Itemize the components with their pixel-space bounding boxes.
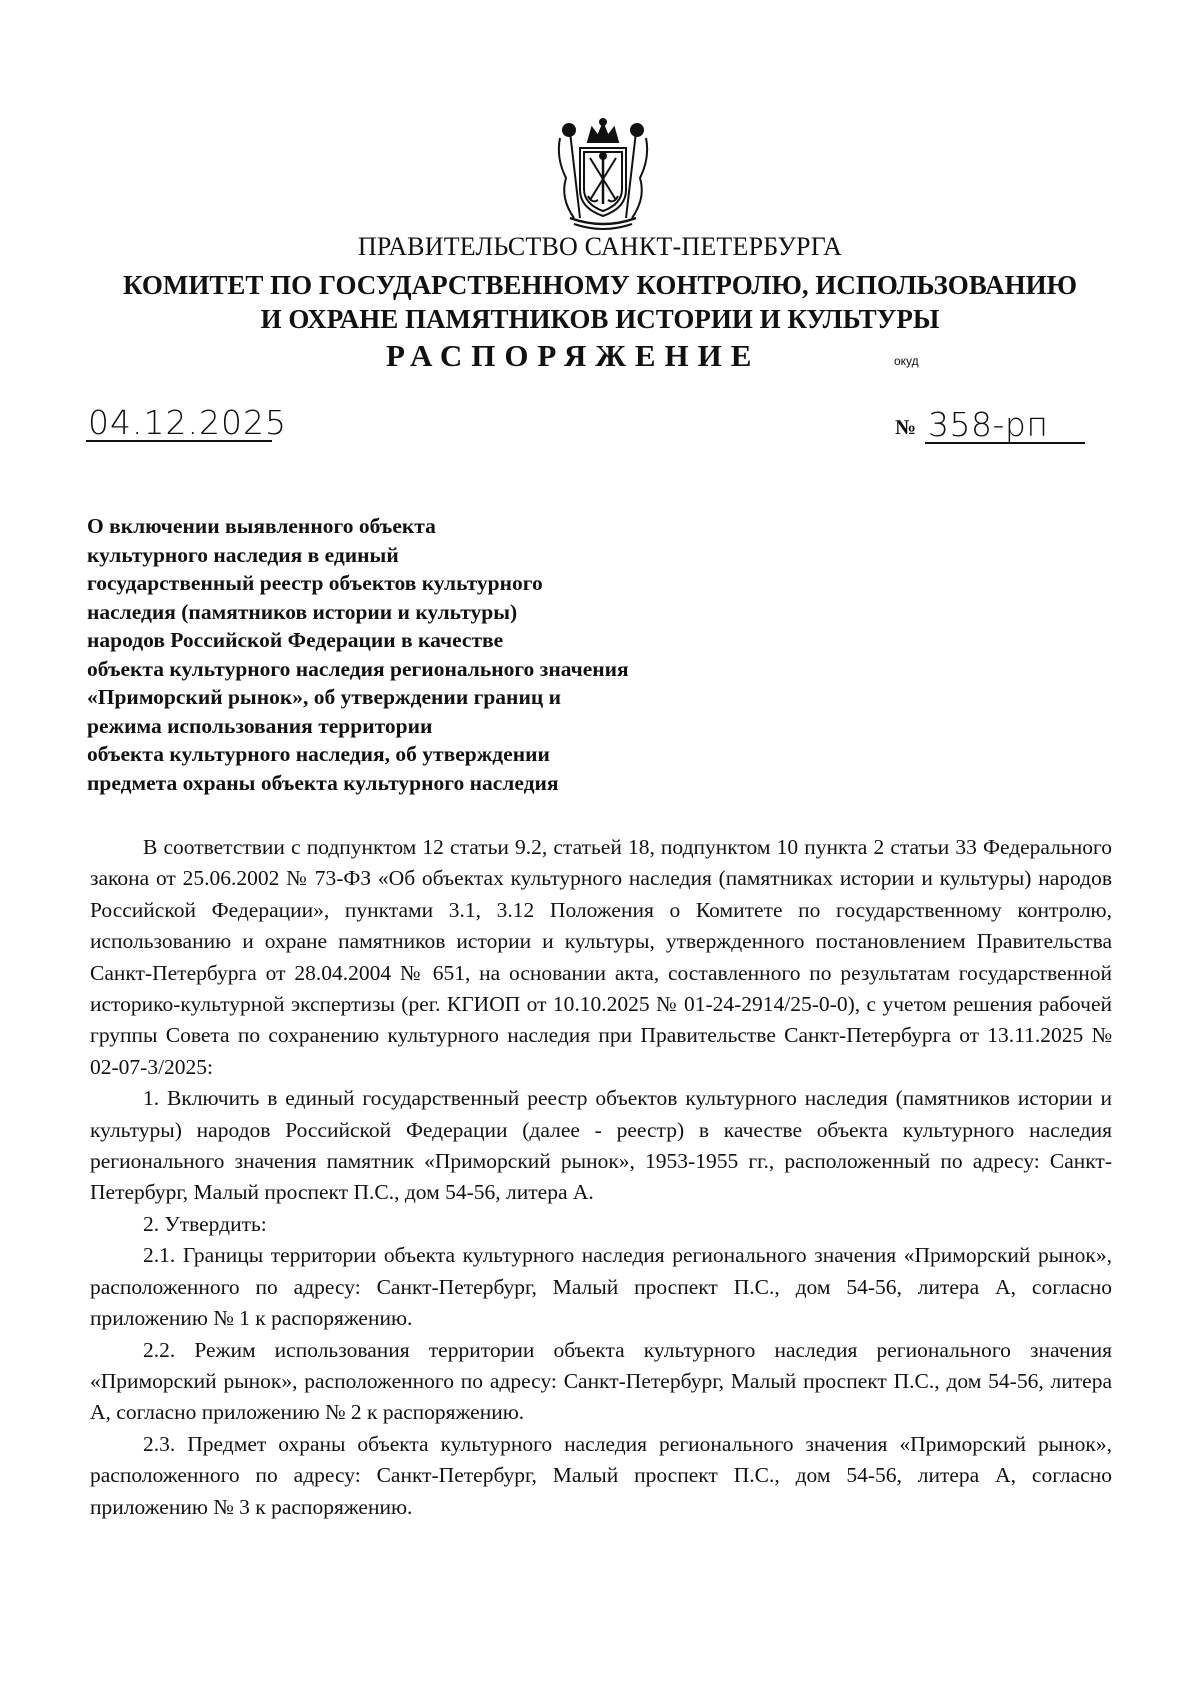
clause-2-paragraph: 2. Утвердить: — [143, 1211, 267, 1236]
clause-1-paragraph: 1. Включить в единый государственный реестр объектов культурного наследия (памятников истории и культуры) народов Российской Федерации (далее - реестр) в качестве объекта культурного наследия регионального значения памятник «Приморский рынок», 1953-1955 гг., расположенный по адресу: Санкт-Петербург, Малый проспект П.С., дом 54-56, литера А. — [90, 1086, 1112, 1205]
subject-line: «Приморский рынок», об утверждении границ и — [87, 685, 561, 709]
subject-line: народов Российской Федерации в качестве — [87, 628, 504, 652]
subject-line: предмета охраны объекта культурного наследия — [87, 770, 559, 795]
document-subject — [87, 512, 747, 797]
subject-line: государственный реестр объектов культурного — [87, 571, 543, 595]
committee-name-line-2: И ОХРАНЕ ПАМЯТНИКОВ ИСТОРИИ И КУЛЬТУРЫ — [260, 304, 940, 334]
number-underline — [925, 442, 1085, 444]
clause-2-1-paragraph: 2.1. Границы территории объекта культурного наследия регионального значения «Приморский рынок», расположенного по адресу: Санкт-Петербург, Малый проспект П.С., дом 54-56, литера А, согласно приложению № 1 к распоряжению. — [90, 1243, 1112, 1331]
subject-line: объекта культурного наследия регионального значения — [87, 656, 629, 681]
number-sign: № — [895, 415, 917, 439]
subject-line: О включении выявленного объекта — [87, 514, 436, 538]
clause-2-3-paragraph: 2.3. Предмет охраны объекта культурного наследия регионального значения «Приморский рынок», расположенного по адресу: Санкт-Петербург, Малый проспект П.С., дом 54-56, литера А, согласно приложению № 3 к распоряжению. — [90, 1431, 1112, 1519]
document-number: 358-рп — [928, 405, 1049, 444]
preamble-paragraph: В соответствии с подпунктом 12 статьи 9.2, статьей 18, подпунктом 10 пункта 2 статьи 33 Федерального закона от 25.06.2002 № 73-ФЗ «Об объектах культурного наследия (памятниках истории и культуры) народов Российской Федерации», пунктами 3.1, 3.12 Положения о Комитете по государственному контролю, использованию и охране памятников истории и культуры, утвержденного постановлением Правительства Санкт-Петербурга от 28.04.2004 № 651, на основании акта, составленного по результатам государственной историко-культурной экспертизы (рег. КГИОП от 10.10.2025 № 01-24-2914/25-0-0), с учетом решения рабочей группы Совета по сохранению культурного наследия при Правительстве Санкт-Петербурга от 13.11.2025 № 02-07-3/2025: — [90, 835, 1112, 1079]
document-date: 04.12.2025 — [88, 403, 287, 442]
subject-line: наследия (памятников истории и культуры) — [87, 599, 518, 624]
committee-name-line-1: КОМИТЕТ ПО ГОСУДАРСТВЕННОМУ КОНТРОЛЮ, ИСПОЛЬЗОВАНИЮ — [123, 270, 1077, 300]
government-name: ПРАВИТЕЛЬСТВО САНКТ-ПЕТЕРБУРГА — [357, 232, 843, 261]
okud-label: окуд — [894, 354, 919, 368]
date-underline — [86, 440, 272, 442]
subject-line: режима использования территории — [87, 713, 433, 738]
subject-line: культурного наследия в единый — [87, 542, 399, 567]
committee-name — [0, 268, 1200, 336]
document-type-title: РАСПОРЯЖЕНИЕ — [386, 338, 761, 373]
subject-line: объекта культурного наследия, об утверждении — [87, 742, 550, 766]
clause-2-2-paragraph: 2.2. Режим использования территории объекта культурного наследия регионального значения «Приморский рынок», расположенного по адресу: Санкт-Петербург, Малый проспект П.С., дом 54-56, литера А, согласно приложению № 2 к распоряжению. — [90, 1337, 1112, 1425]
document-body — [90, 832, 1112, 1523]
coat-of-arms-icon — [540, 118, 666, 230]
